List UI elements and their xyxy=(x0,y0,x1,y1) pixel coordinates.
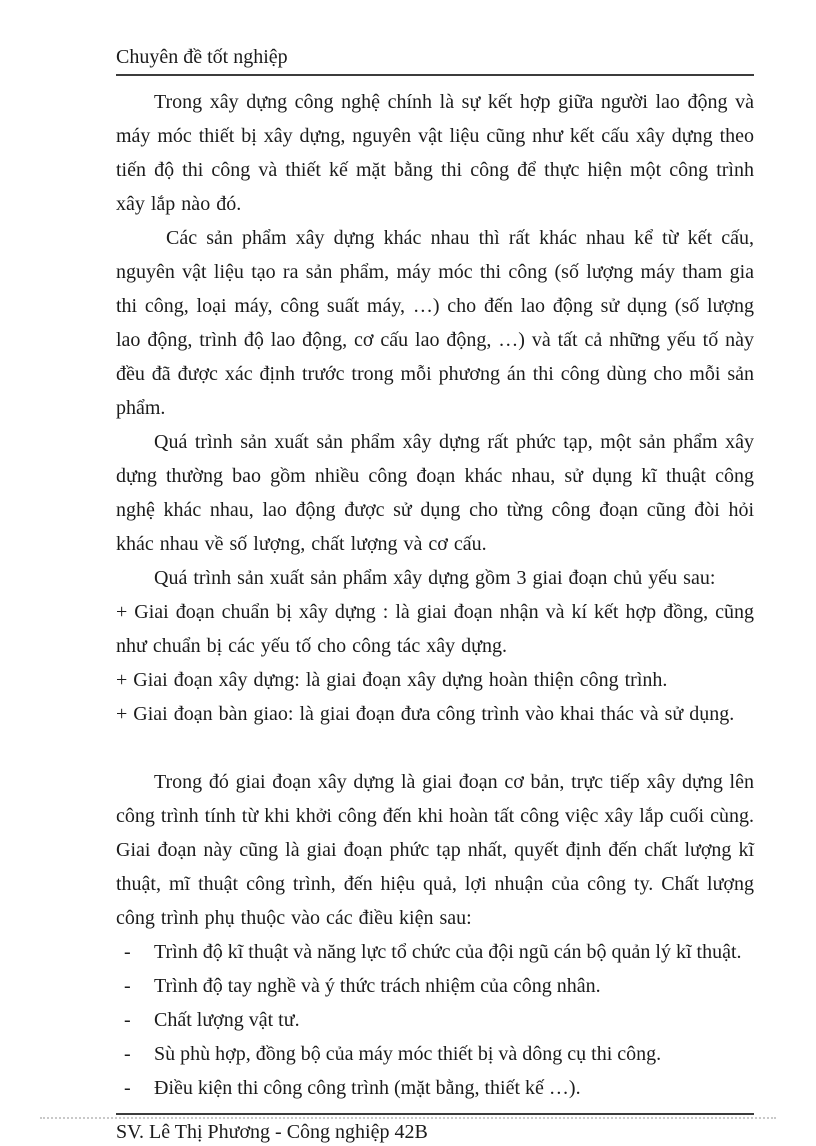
dash-marker: - xyxy=(124,1043,131,1065)
list-item xyxy=(116,935,754,969)
stage-item-handover: + Giai đoạn bàn giao: là giai đoạn đưa công trình vào khai thác và sử dụng. xyxy=(116,703,735,725)
dash-marker: - xyxy=(124,941,131,963)
blank-line xyxy=(116,731,754,765)
dash-marker: - xyxy=(124,975,131,997)
list-item-text: Điều kiện thi công công trình (mặt bằng, thiết kế …). xyxy=(154,1077,581,1099)
page-header-title: Chuyên đề tốt nghiệp xyxy=(116,46,288,68)
paragraph-technology-intro: Trong xây dựng công nghệ chính là sự kết hợp giữa người lao động và máy móc thiết bị xây dựng, nguyên vật liệu cũng như kết cấu xây dựng theo tiến độ thi công và thiết kế mặt bằng thi công để thực hiện một công trình xây lắp nào đó. xyxy=(116,91,754,215)
paragraph-products-differ: Các sản phẩm xây dựng khác nhau thì rất khác nhau kể từ kết cấu, nguyên vật liệu tạo ra sản phẩm, máy móc thi công (số lượng máy tham gia thi công, loại máy, công suất máy, …) cho đến lao động sử dụng (số lượng lao động, trình độ lao động, cơ cấu lao động, …) và tất cả những yếu tố này đều đã được xác định trước trong mỗi phương án thi công dùng cho mỗi sản phẩm. xyxy=(116,227,754,419)
list-item-text: Trình độ tay nghề và ý thức trách nhiệm của công nhân. xyxy=(154,975,601,997)
list-item xyxy=(116,1003,754,1037)
list-item xyxy=(116,1071,754,1105)
dash-marker: - xyxy=(124,1077,131,1099)
paragraph-construction-stage-detail: Trong đó giai đoạn xây dựng là giai đoạn cơ bản, trực tiếp xây dựng lên công trình tính từ khi khởi công đến khi hoàn tất công việc xây lắp cuối cùng. Giai đoạn này cũng là giai đoạn phức tạp nhất, quyết định đến chất lượng kĩ thuật, mĩ thuật công trình, đến hiệu quả, lợi nhuận của công ty. Chất lượng công trình phụ thuộc vào các điều kiện sau: xyxy=(116,771,754,929)
paragraph-production-complexity: Quá trình sản xuất sản phẩm xây dựng rất phức tạp, một sản phẩm xây dựng thường bao gồm nhiều công đoạn khác nhau, sử dụng kĩ thuật công nghệ khác nhau, lao động được sử dụng cho từng công đoạn cũng đòi hỏi khác nhau về số lượng, chất lượng và cơ cấu. xyxy=(116,431,754,555)
list-item xyxy=(116,1037,754,1071)
condition-list xyxy=(116,935,754,1105)
document-body xyxy=(116,85,754,1105)
stage-item-construction: + Giai đoạn xây dựng: là giai đoạn xây dựng hoàn thiện công trình. xyxy=(116,669,668,691)
footer-author-text: SV. Lê Thị Phương - Công nghiệp 42B xyxy=(116,1121,428,1143)
list-item-text: Trình độ kĩ thuật và năng lực tổ chức của đội ngũ cán bộ quản lý kĩ thuật. xyxy=(154,941,742,963)
page-header xyxy=(116,44,754,76)
stage-item-preparation: + Giai đoạn chuẩn bị xây dựng : là giai đoạn nhận và kí kết hợp đồng, cũng như chuẩn bị các yếu tố cho công tác xây dựng. xyxy=(116,601,754,657)
list-item xyxy=(116,969,754,1003)
list-item-text: Chất lượng vật tư. xyxy=(154,1009,300,1031)
page-boundary-dotted-line xyxy=(40,1117,776,1119)
paragraph-three-stages-lead: Quá trình sản xuất sản phẩm xây dựng gồm 3 giai đoạn chủ yếu sau: xyxy=(154,567,716,589)
list-item-text: Sù phù hợp, đồng bộ của máy móc thiết bị và dông cụ thi công. xyxy=(154,1043,662,1065)
dash-marker: - xyxy=(124,1009,131,1031)
